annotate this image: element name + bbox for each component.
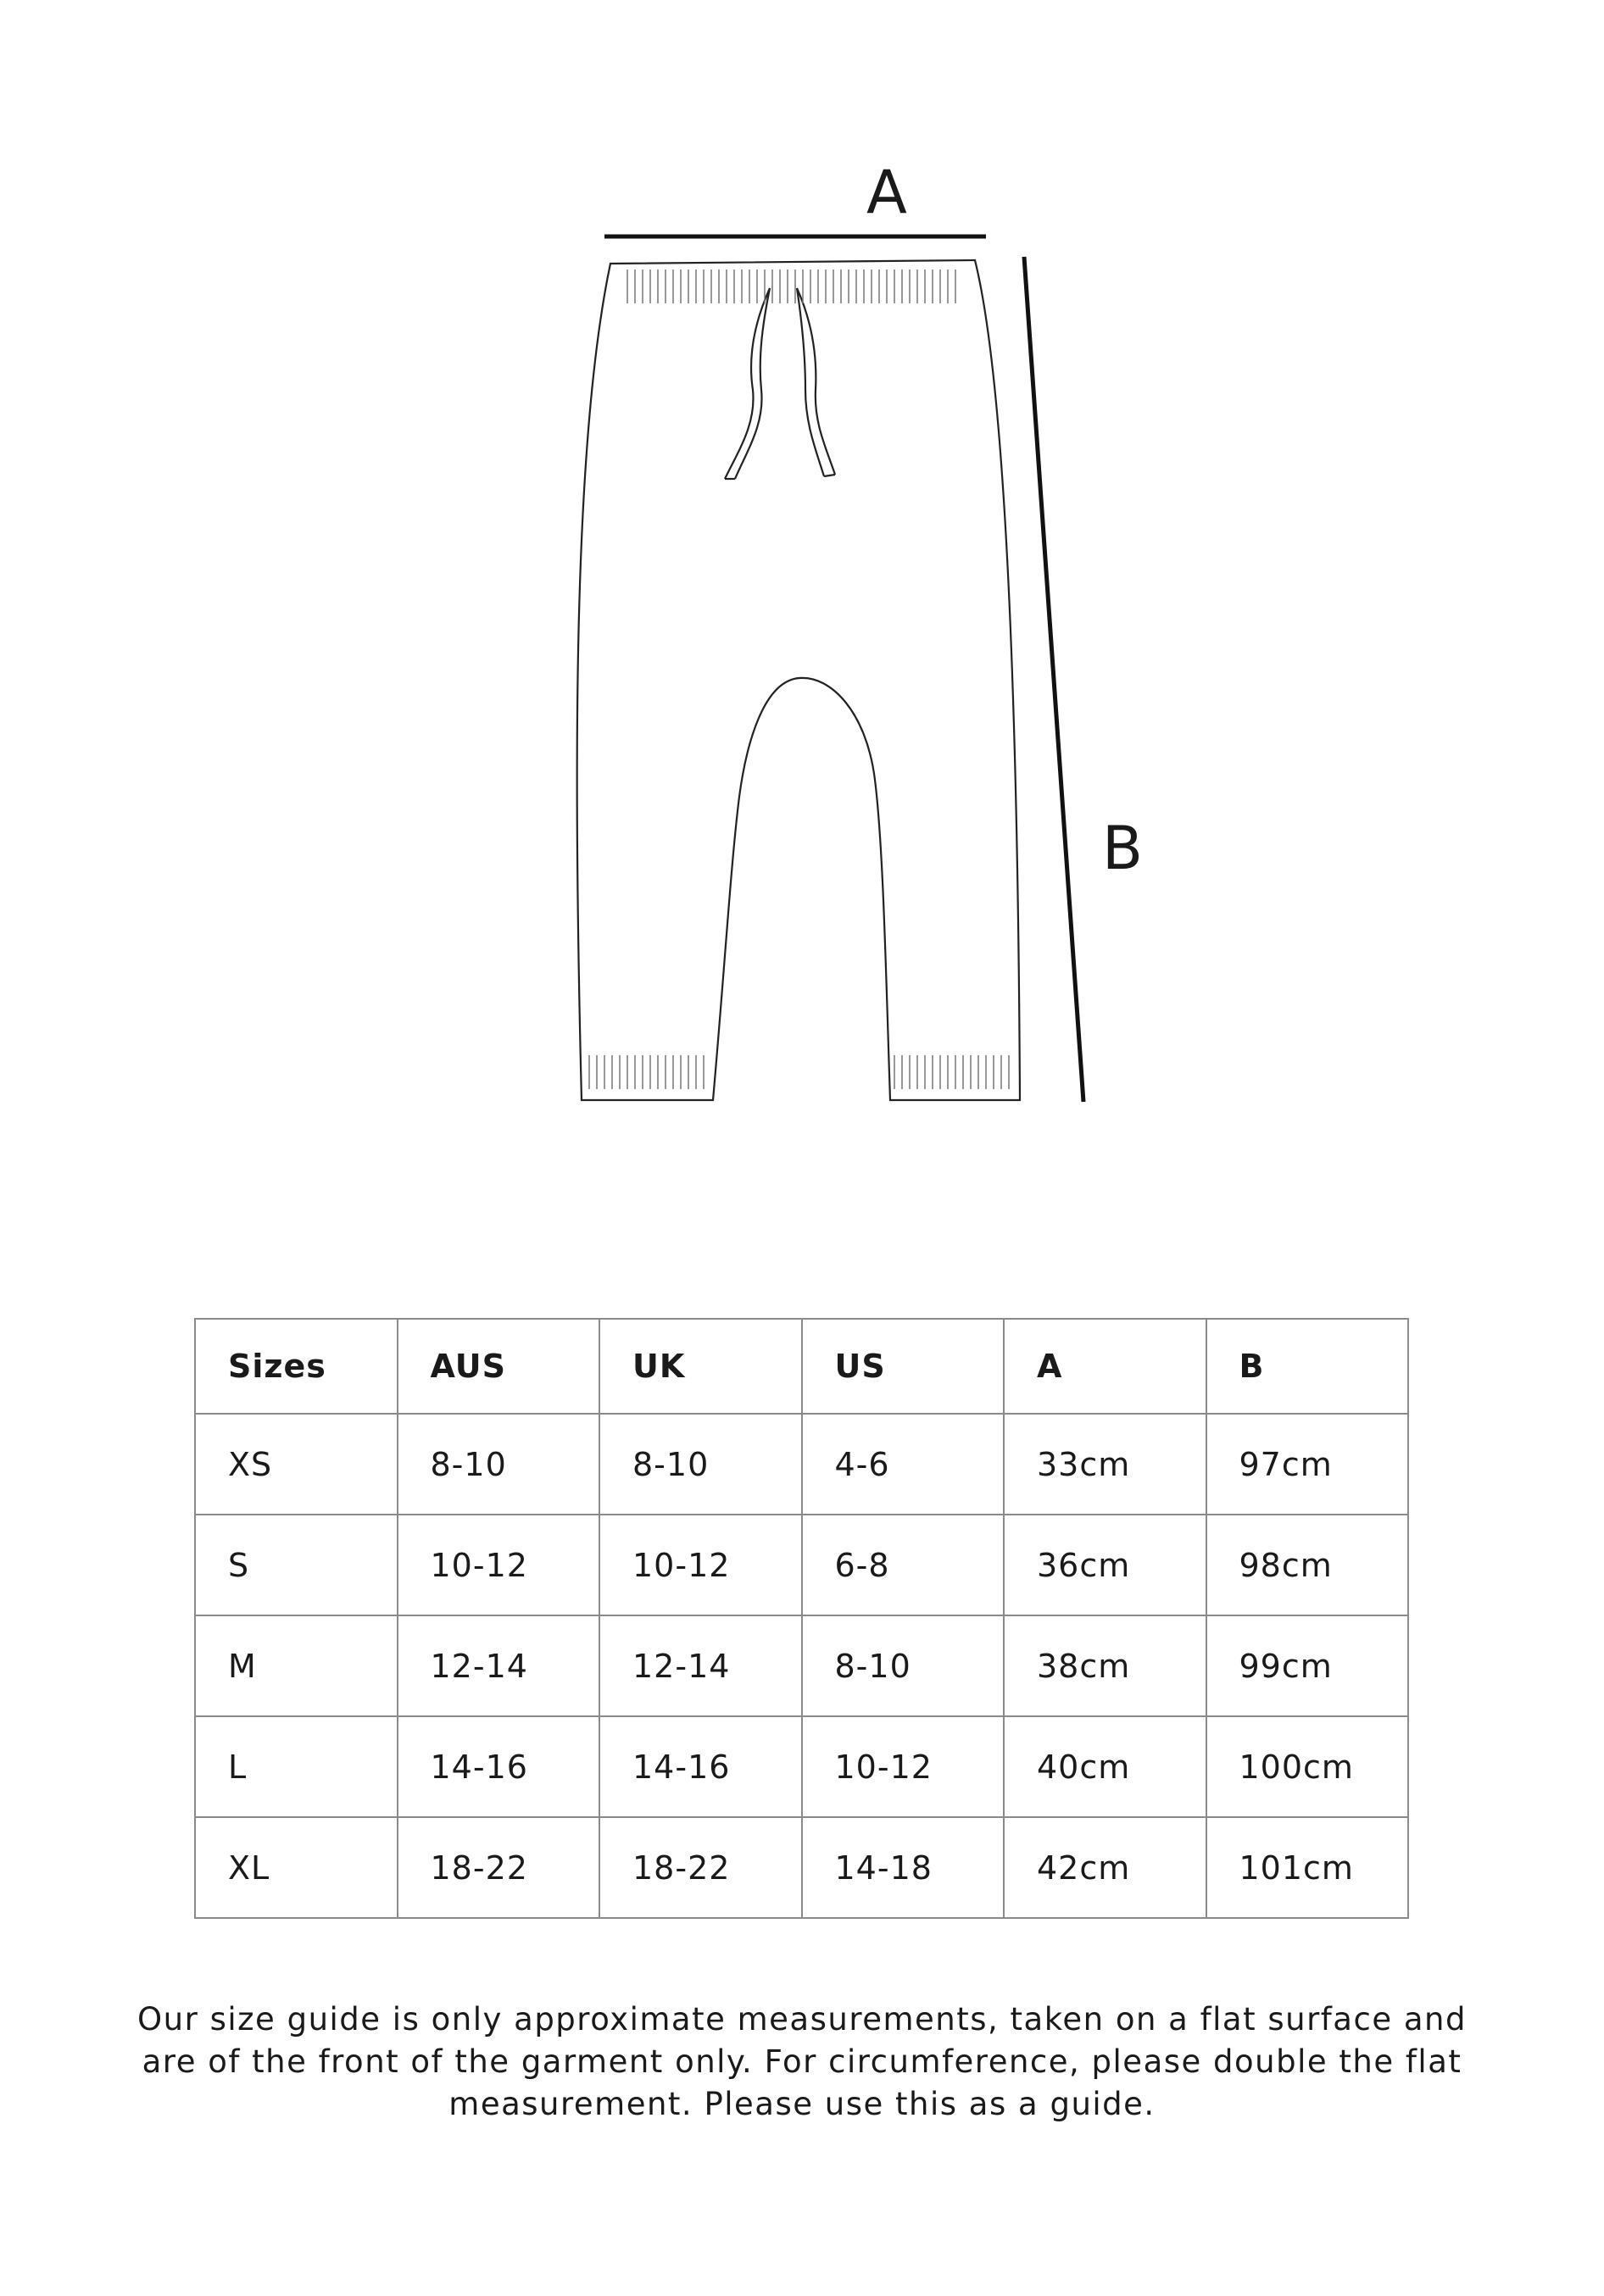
table-cell: 36cm bbox=[1004, 1515, 1206, 1615]
table-cell: 18-22 bbox=[398, 1817, 600, 1918]
table-cell: 10-12 bbox=[802, 1716, 1005, 1817]
table-cell: 98cm bbox=[1206, 1515, 1409, 1615]
table-cell: 18-22 bbox=[599, 1817, 802, 1918]
table-cell: 14-18 bbox=[802, 1817, 1005, 1918]
table-header-row bbox=[195, 1319, 1408, 1414]
table-cell: 10-12 bbox=[398, 1515, 600, 1615]
table-cell: S bbox=[195, 1515, 398, 1615]
pants-outline bbox=[577, 260, 1020, 1100]
table-row bbox=[195, 1716, 1408, 1817]
measure-line-b bbox=[1024, 257, 1083, 1102]
table-cell: 12-14 bbox=[398, 1615, 600, 1716]
header-sizes: Sizes bbox=[195, 1319, 398, 1414]
waistband-ribbing bbox=[627, 270, 955, 303]
table-row bbox=[195, 1515, 1408, 1615]
table-cell: 6-8 bbox=[802, 1515, 1005, 1615]
table-cell: 8-10 bbox=[599, 1414, 802, 1515]
right-cuff-ribbing bbox=[894, 1055, 1009, 1089]
table-cell: 12-14 bbox=[599, 1615, 802, 1716]
table-cell: 33cm bbox=[1004, 1414, 1206, 1515]
table-cell: 40cm bbox=[1004, 1716, 1206, 1817]
table-cell: 38cm bbox=[1004, 1615, 1206, 1716]
table-cell: XS bbox=[195, 1414, 398, 1515]
table-row bbox=[195, 1414, 1408, 1515]
table-cell: 101cm bbox=[1206, 1817, 1409, 1918]
header-aus: AUS bbox=[398, 1319, 600, 1414]
table-cell: 14-16 bbox=[398, 1716, 600, 1817]
header-us: US bbox=[802, 1319, 1005, 1414]
table-cell: L bbox=[195, 1716, 398, 1817]
table-cell: 4-6 bbox=[802, 1414, 1005, 1515]
table-row bbox=[195, 1817, 1408, 1918]
table-row bbox=[195, 1615, 1408, 1716]
left-cuff-ribbing bbox=[589, 1055, 704, 1089]
size-table bbox=[194, 1318, 1409, 1919]
table-cell: 8-10 bbox=[398, 1414, 600, 1515]
header-uk: UK bbox=[599, 1319, 802, 1414]
measure-label-a: A bbox=[866, 158, 907, 227]
size-guide-note: Our size guide is only approximate measurements, taken on a flat surface and are of the front of the garment only. For circumference, please double the flat measurement. Please use this as a guide. bbox=[137, 2001, 1467, 2122]
table-cell: 42cm bbox=[1004, 1817, 1206, 1918]
table-cell: 100cm bbox=[1206, 1716, 1409, 1817]
table-cell: 8-10 bbox=[802, 1615, 1005, 1716]
header-b: B bbox=[1206, 1319, 1409, 1414]
table-cell: 14-16 bbox=[599, 1716, 802, 1817]
header-a: A bbox=[1004, 1319, 1206, 1414]
measure-label-b: B bbox=[1102, 814, 1144, 883]
table-cell: XL bbox=[195, 1817, 398, 1918]
table-cell: 97cm bbox=[1206, 1414, 1409, 1515]
table-cell: M bbox=[195, 1615, 398, 1716]
table-cell: 99cm bbox=[1206, 1615, 1409, 1716]
table-cell: 10-12 bbox=[599, 1515, 802, 1615]
